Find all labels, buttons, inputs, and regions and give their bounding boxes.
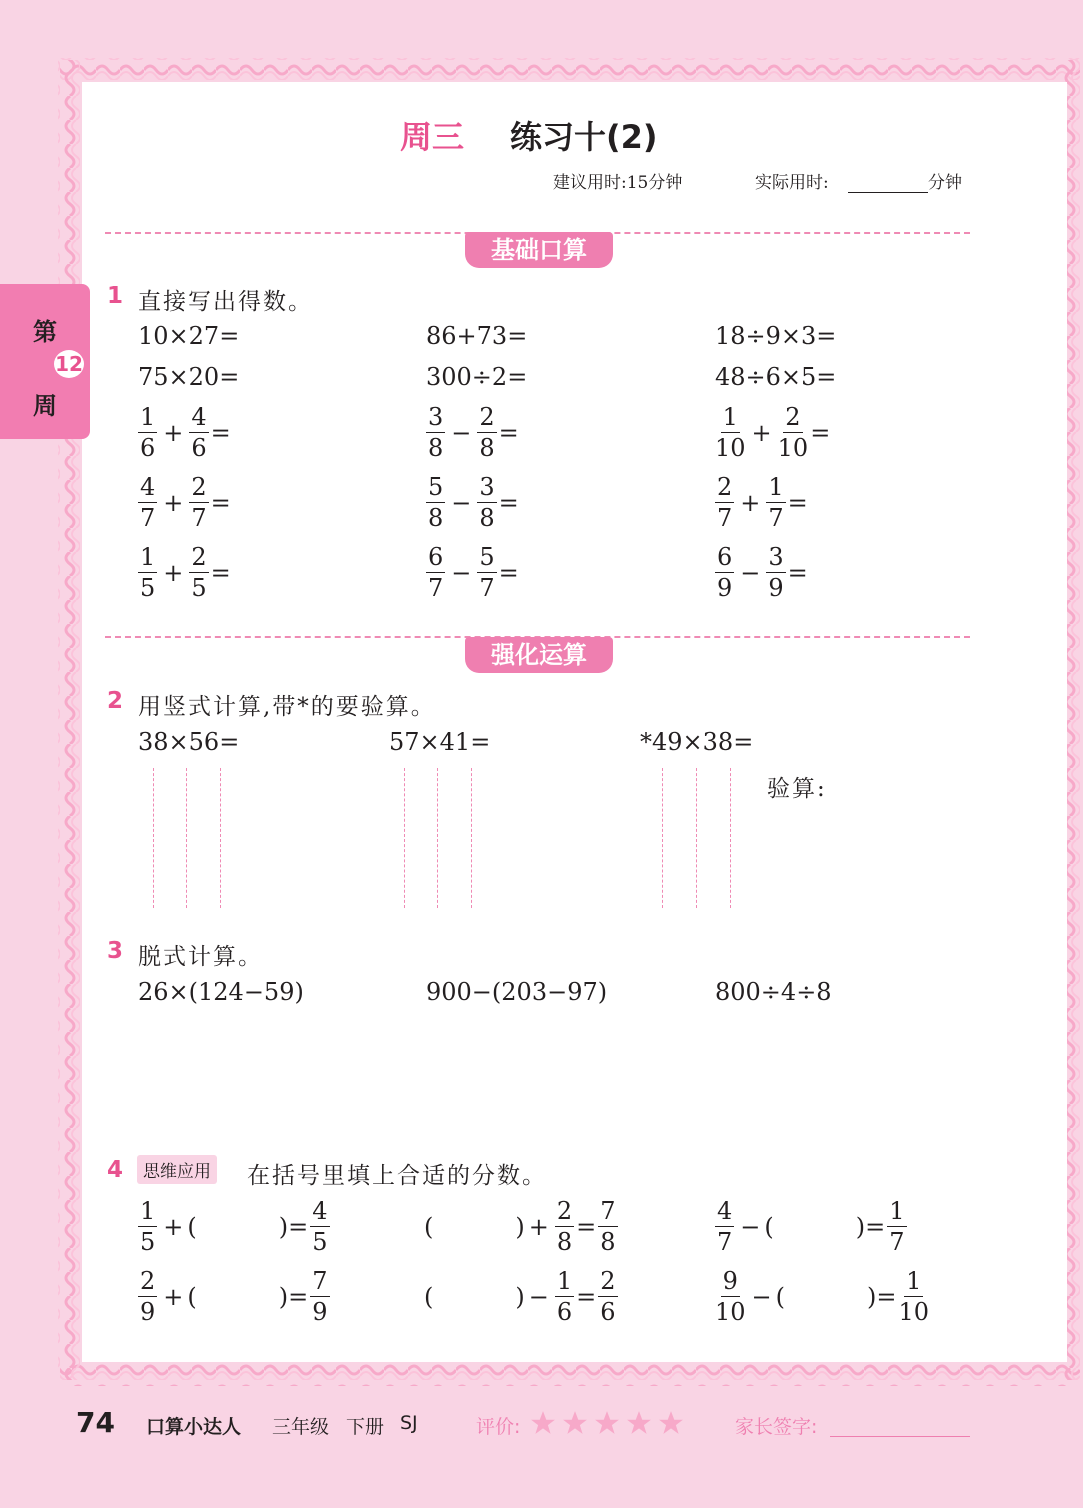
numerator: 6 [428, 543, 444, 571]
numerator: 5 [479, 543, 495, 571]
denominator: 8 [556, 1228, 573, 1256]
close-paren: ) [855, 1212, 866, 1241]
section-badge-intensive: 强化运算 [465, 637, 613, 673]
q4-fraction-equation [136, 1266, 332, 1327]
rating-label: 评价: [476, 1416, 521, 1438]
numerator: 3 [479, 473, 495, 501]
book-title: 口算小达人 [146, 1416, 242, 1438]
q4-fraction-equation [424, 1266, 620, 1327]
numerator: 7 [600, 1197, 616, 1225]
operator: + [740, 488, 761, 517]
operator: − [740, 558, 761, 587]
q3-expression: 900−(203−97) [426, 978, 608, 1006]
numerator: 2 [600, 1267, 616, 1295]
denominator: 10 [715, 1298, 746, 1326]
equals-sign: = [787, 558, 808, 587]
suggested-time: 建议用时:15分钟 [553, 173, 683, 193]
q1-fraction-expression [136, 472, 231, 533]
numerator: 2 [140, 1267, 156, 1295]
week-suffix: 周 [33, 392, 57, 420]
equals-sign: = [787, 488, 808, 517]
q4-fraction-equation [713, 1266, 931, 1327]
numerator: 1 [140, 543, 156, 571]
q3-expression: 26×(124−59) [138, 978, 304, 1006]
operator: − [528, 1282, 549, 1311]
q1-expression: 75×20= [138, 363, 240, 391]
open-paren: ( [187, 1212, 197, 1241]
equals-sign: = [498, 558, 519, 587]
star-icon[interactable] [594, 1410, 620, 1436]
operator: − [451, 418, 472, 447]
equals-sign: = [865, 1212, 886, 1241]
operator: + [163, 488, 184, 517]
guide-line [153, 768, 154, 908]
denominator: 5 [312, 1228, 328, 1256]
week-prefix: 第 [33, 318, 57, 346]
equals-sign: = [210, 488, 231, 517]
denominator: 7 [768, 504, 784, 532]
q2-expression: *49×38= [640, 728, 754, 756]
numerator: 1 [889, 1197, 905, 1225]
denominator: 8 [428, 434, 444, 462]
denominator: 7 [479, 574, 495, 602]
q1-expression: 18÷9×3= [715, 322, 837, 350]
page-day: 周三 [400, 118, 465, 156]
volume: 下册 [346, 1416, 385, 1438]
parent-signature-label: 家长签字: [735, 1416, 818, 1438]
denominator: 10 [777, 434, 809, 462]
numerator: 1 [722, 403, 738, 431]
numerator: 4 [717, 1197, 733, 1225]
thinking-tag: 思维应用 [137, 1155, 217, 1184]
denominator: 6 [140, 434, 156, 462]
numerator: 2 [785, 403, 801, 431]
q1-expression: 300÷2= [426, 363, 528, 391]
q1-fraction-expression [424, 472, 519, 533]
numerator: 1 [906, 1267, 922, 1295]
question-text-4: 在括号里填上合适的分数。 [247, 1163, 547, 1189]
question-number-4: 4 [107, 1157, 124, 1183]
operator: + [163, 1212, 184, 1241]
check-label: 验算: [767, 776, 827, 802]
operator: + [528, 1212, 549, 1241]
open-paren: ( [775, 1282, 786, 1311]
actual-time-unit: 分钟 [928, 173, 962, 193]
operator: + [751, 418, 772, 447]
q1-expression: 86+73= [426, 322, 528, 350]
equals-sign: = [810, 418, 831, 447]
q4-fraction-equation [424, 1196, 620, 1257]
question-number-1: 1 [107, 283, 124, 309]
week-number: 12 [55, 352, 83, 376]
denominator: 10 [898, 1298, 930, 1326]
equals-sign: = [210, 418, 231, 447]
numerator: 2 [479, 403, 495, 431]
question-text-1: 直接写出得数。 [138, 289, 313, 315]
denominator: 6 [556, 1298, 573, 1326]
guide-line [186, 768, 187, 908]
denominator: 7 [140, 504, 156, 532]
operator: − [451, 558, 472, 587]
numerator: 4 [312, 1197, 328, 1225]
equals-sign: = [210, 558, 231, 587]
denominator: 7 [717, 1228, 733, 1256]
actual-time-label: 实际用时: [755, 173, 829, 193]
parent-signature-field[interactable] [830, 1436, 970, 1437]
close-paren: ) [867, 1282, 877, 1311]
equals-sign: = [498, 488, 519, 517]
operator: − [451, 488, 472, 517]
numerator: 3 [768, 543, 784, 571]
question-text-3: 脱式计算。 [138, 944, 263, 970]
denominator: 9 [140, 1298, 156, 1326]
q1-fraction-expression [713, 402, 830, 463]
close-paren: ) [515, 1282, 525, 1311]
open-paren: ( [424, 1282, 434, 1311]
q1-fraction-expression [136, 542, 231, 603]
denominator: 9 [768, 574, 784, 602]
denominator: 10 [715, 434, 746, 462]
close-paren: ) [278, 1212, 289, 1241]
denominator: 6 [600, 1298, 616, 1326]
open-paren: ( [764, 1212, 774, 1241]
numerator: 1 [768, 473, 784, 501]
guide-line [662, 768, 663, 908]
equals-sign: = [288, 1212, 309, 1241]
denominator: 5 [191, 574, 207, 602]
actual-time-blank[interactable] [848, 192, 928, 193]
guide-line [404, 768, 405, 908]
denominator: 8 [479, 504, 495, 532]
star-icon[interactable] [530, 1410, 556, 1436]
guide-line [471, 768, 472, 908]
q2-expression: 57×41= [389, 728, 491, 756]
q1-fraction-expression [424, 402, 519, 463]
numerator: 2 [717, 473, 733, 501]
q4-fraction-equation [136, 1196, 332, 1257]
numerator: 1 [556, 1267, 573, 1295]
denominator: 7 [428, 574, 444, 602]
guide-line [730, 768, 731, 908]
denominator: 9 [312, 1298, 328, 1326]
guide-line [696, 768, 697, 908]
denominator: 7 [191, 504, 207, 532]
numerator: 2 [191, 473, 207, 501]
operator: + [163, 558, 184, 587]
star-icon[interactable] [562, 1410, 588, 1436]
q1-fraction-expression [424, 542, 519, 603]
numerator: 1 [140, 403, 156, 431]
question-text-2: 用竖式计算,带*的要验算。 [138, 694, 436, 720]
page-number: 74 [76, 1406, 115, 1439]
edition: SJ [400, 1412, 418, 1434]
numerator: 3 [428, 403, 444, 431]
denominator: 7 [717, 504, 733, 532]
close-paren: ) [278, 1282, 289, 1311]
q1-fraction-expression [136, 402, 231, 463]
numerator: 9 [722, 1267, 738, 1295]
numerator: 4 [191, 403, 207, 431]
equals-sign: = [876, 1282, 897, 1311]
numerator: 2 [556, 1197, 573, 1225]
open-paren: ( [424, 1212, 434, 1241]
numerator: 5 [428, 473, 444, 501]
equals-sign: = [576, 1212, 597, 1241]
q4-fraction-equation [713, 1196, 909, 1257]
q1-expression: 48÷6×5= [715, 363, 837, 391]
page-title: 练习十(2) [510, 118, 658, 156]
guide-line [220, 768, 221, 908]
operator: + [163, 1282, 184, 1311]
denominator: 8 [479, 434, 495, 462]
denominator: 6 [191, 434, 207, 462]
denominator: 5 [140, 574, 156, 602]
question-number-2: 2 [107, 688, 124, 714]
grade: 三年级 [272, 1416, 330, 1438]
star-icon[interactable] [626, 1410, 652, 1436]
denominator: 8 [428, 504, 444, 532]
operator: + [163, 418, 184, 447]
denominator: 5 [140, 1228, 156, 1256]
close-paren: ) [515, 1212, 525, 1241]
question-number-3: 3 [107, 938, 124, 964]
denominator: 8 [600, 1228, 616, 1256]
numerator: 1 [140, 1197, 156, 1225]
equals-sign: = [576, 1282, 597, 1311]
q1-fraction-expression [713, 542, 808, 603]
numerator: 2 [191, 543, 207, 571]
section-badge-basic: 基础口算 [465, 232, 613, 268]
open-paren: ( [187, 1282, 197, 1311]
numerator: 7 [312, 1267, 328, 1295]
q1-fraction-expression [713, 472, 808, 533]
content-card [82, 82, 1067, 1362]
operator: − [740, 1212, 761, 1241]
numerator: 6 [717, 543, 733, 571]
guide-line [437, 768, 438, 908]
star-icon[interactable] [658, 1410, 684, 1436]
q3-expression: 800÷4÷8 [715, 978, 832, 1006]
q1-expression: 10×27= [138, 322, 240, 350]
denominator: 7 [889, 1228, 905, 1256]
equals-sign: = [288, 1282, 309, 1311]
operator: − [751, 1282, 772, 1311]
numerator: 4 [140, 473, 156, 501]
q2-expression: 38×56= [138, 728, 240, 756]
denominator: 9 [717, 574, 733, 602]
equals-sign: = [498, 418, 519, 447]
